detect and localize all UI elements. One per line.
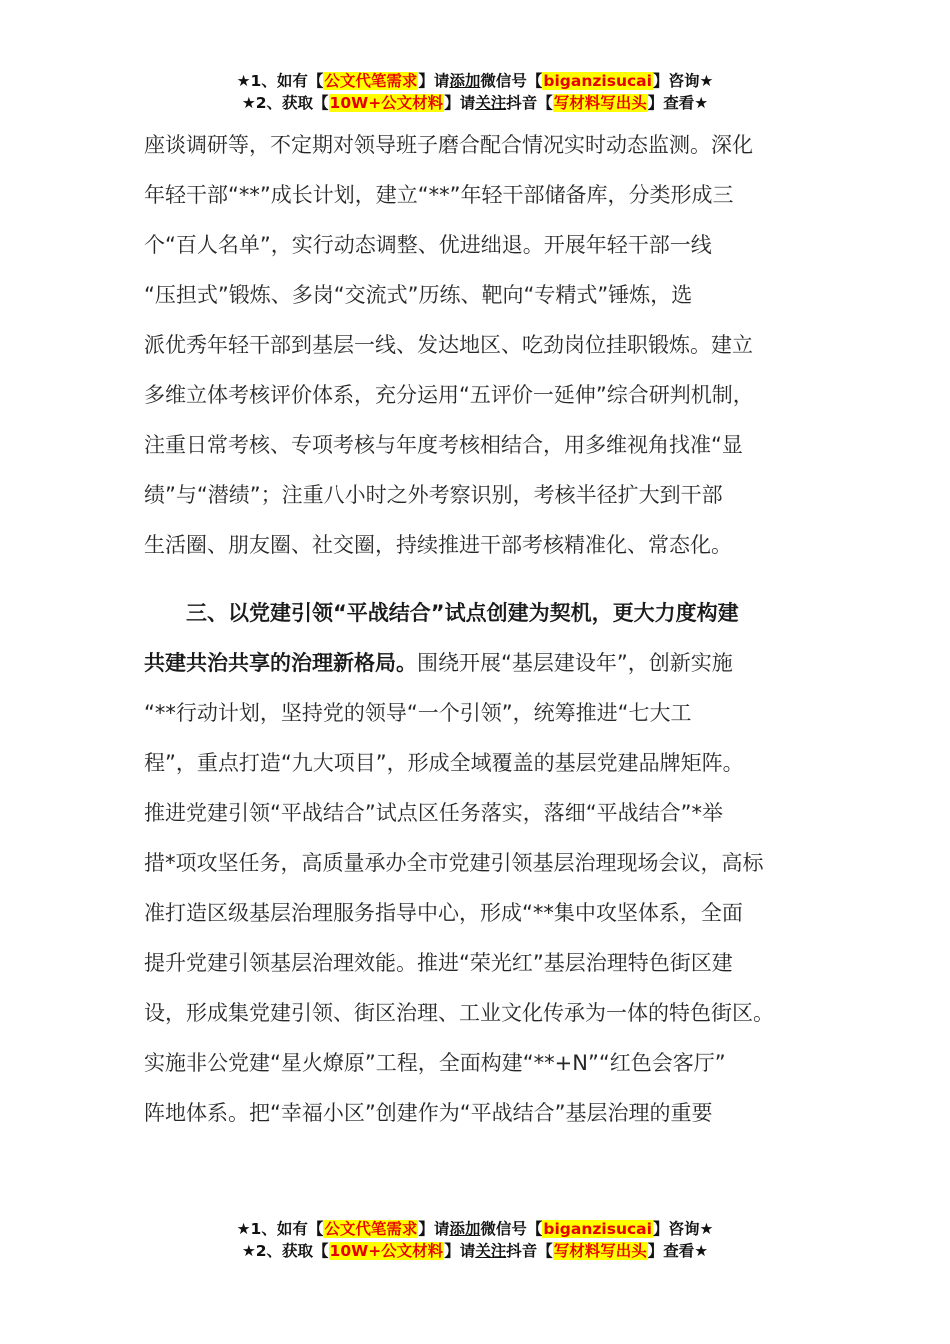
banner-text: 微信号【	[480, 72, 543, 90]
banner-text: 】请	[444, 94, 476, 112]
text-line: 年轻干部“**”成长计划，建立“**”年轻干部储备库，分类形成三	[144, 183, 734, 207]
banner-text: 】请	[418, 1220, 450, 1238]
text-line: 提升党建引领基层治理效能。推进“荣光红”基层治理特色街区建	[144, 951, 733, 975]
banner-highlight: biganzisucai	[543, 1220, 652, 1238]
section-heading: 三、以党建引领“平战结合”试点创建为契机，更大力度构建	[144, 601, 739, 625]
text-line: 多维立体考核评价体系，充分运用“五评价一延伸”综合研判机制，	[144, 383, 754, 407]
banner-line-1	[0, 1218, 950, 1240]
banner-text: ★1、如有【	[236, 1220, 324, 1238]
text-line: 阵地体系。把“幸福小区”创建作为“平战结合”基层治理的重要	[144, 1101, 713, 1125]
text-line: 注重日常考核、专项考核与年度考核相结合，用多维视角找准“显	[144, 433, 743, 457]
banner-underline: 关注	[475, 94, 507, 112]
section-heading-tail: 共建共治共享的治理新格局。	[144, 651, 417, 675]
banner-line-1	[0, 70, 950, 92]
banner-underline: 添加	[449, 1220, 481, 1238]
section-heading-line	[144, 588, 824, 638]
banner-text: 抖音【	[506, 94, 553, 112]
banner-highlight: 写材料写出头	[553, 94, 647, 112]
text-line: “压担式”锻炼、多岗“交流式”历练、靶向“专精式”锤炼，选	[144, 283, 693, 307]
text-line: 个“百人名单”，实行动态调整、优进绌退。开展年轻干部一线	[144, 233, 712, 257]
banner-highlight: 10W+公文材料	[329, 94, 444, 112]
header-banner	[0, 70, 950, 114]
banner-highlight: 公文代笔需求	[324, 72, 418, 90]
banner-text: 抖音【	[506, 1242, 553, 1260]
banner-text: 微信号【	[480, 1220, 543, 1238]
text-line: 设，形成集党建引领、街区治理、工业文化传承为一体的特色街区。	[144, 1001, 774, 1025]
text-line: 推进党建引领“平战结合”试点区任务落实，落细“平战结合”*举	[144, 801, 724, 825]
footer-banner	[0, 1218, 950, 1262]
banner-highlight: 10W+公文材料	[329, 1242, 444, 1260]
banner-text: 】咨询★	[652, 1220, 714, 1238]
text-line: 生活圈、朋友圈、社交圈，持续推进干部考核精准化、常态化。	[144, 533, 732, 557]
banner-text: 】咨询★	[652, 72, 714, 90]
text-line: 措*项攻坚任务，高质量承办全市党建引领基层治理现场会议，高标	[144, 851, 764, 875]
banner-line-2	[0, 1240, 950, 1262]
text-line	[144, 638, 824, 688]
banner-highlight: 公文代笔需求	[324, 1220, 418, 1238]
banner-highlight: 写材料写出头	[553, 1242, 647, 1260]
banner-underline: 关注	[475, 1242, 507, 1260]
banner-text: 】请	[444, 1242, 476, 1260]
paragraph-1	[144, 120, 824, 570]
text-line: 程”，重点打造“九大项目”，形成全域覆盖的基层党建品牌矩阵。	[144, 751, 744, 775]
banner-text: 】请	[418, 72, 450, 90]
banner-text: 】查看★	[647, 94, 709, 112]
paragraph-2	[144, 588, 824, 1138]
text-line: “**行动计划，坚持党的领导“一个引领”，统筹推进“七大工	[144, 701, 692, 725]
banner-text: ★1、如有【	[236, 72, 324, 90]
text-line: 实施非公党建“星火燎原”工程，全面构建“**+N”“红色会客厅”	[144, 1051, 726, 1075]
banner-line-2	[0, 92, 950, 114]
text-line: 准打造区级基层治理服务指导中心，形成“**集中攻坚体系，全面	[144, 901, 743, 925]
banner-highlight: biganzisucai	[543, 72, 652, 90]
text-line: 绩”与“潜绩”；注重八小时之外考察识别，考核半径扩大到干部	[144, 483, 723, 507]
text-run: 围绕开展“基层建设年”，创新实施	[417, 651, 733, 675]
text-line: 派优秀年轻干部到基层一线、发达地区、吃劲岗位挂职锻炼。建立	[144, 333, 753, 357]
document-body	[144, 120, 824, 1138]
banner-text: ★2、获取【	[241, 94, 329, 112]
banner-text: 】查看★	[647, 1242, 709, 1260]
text-line: 座谈调研等，不定期对领导班子磨合配合情况实时动态监测。深化	[144, 133, 753, 157]
banner-text: ★2、获取【	[241, 1242, 329, 1260]
banner-underline: 添加	[449, 72, 481, 90]
